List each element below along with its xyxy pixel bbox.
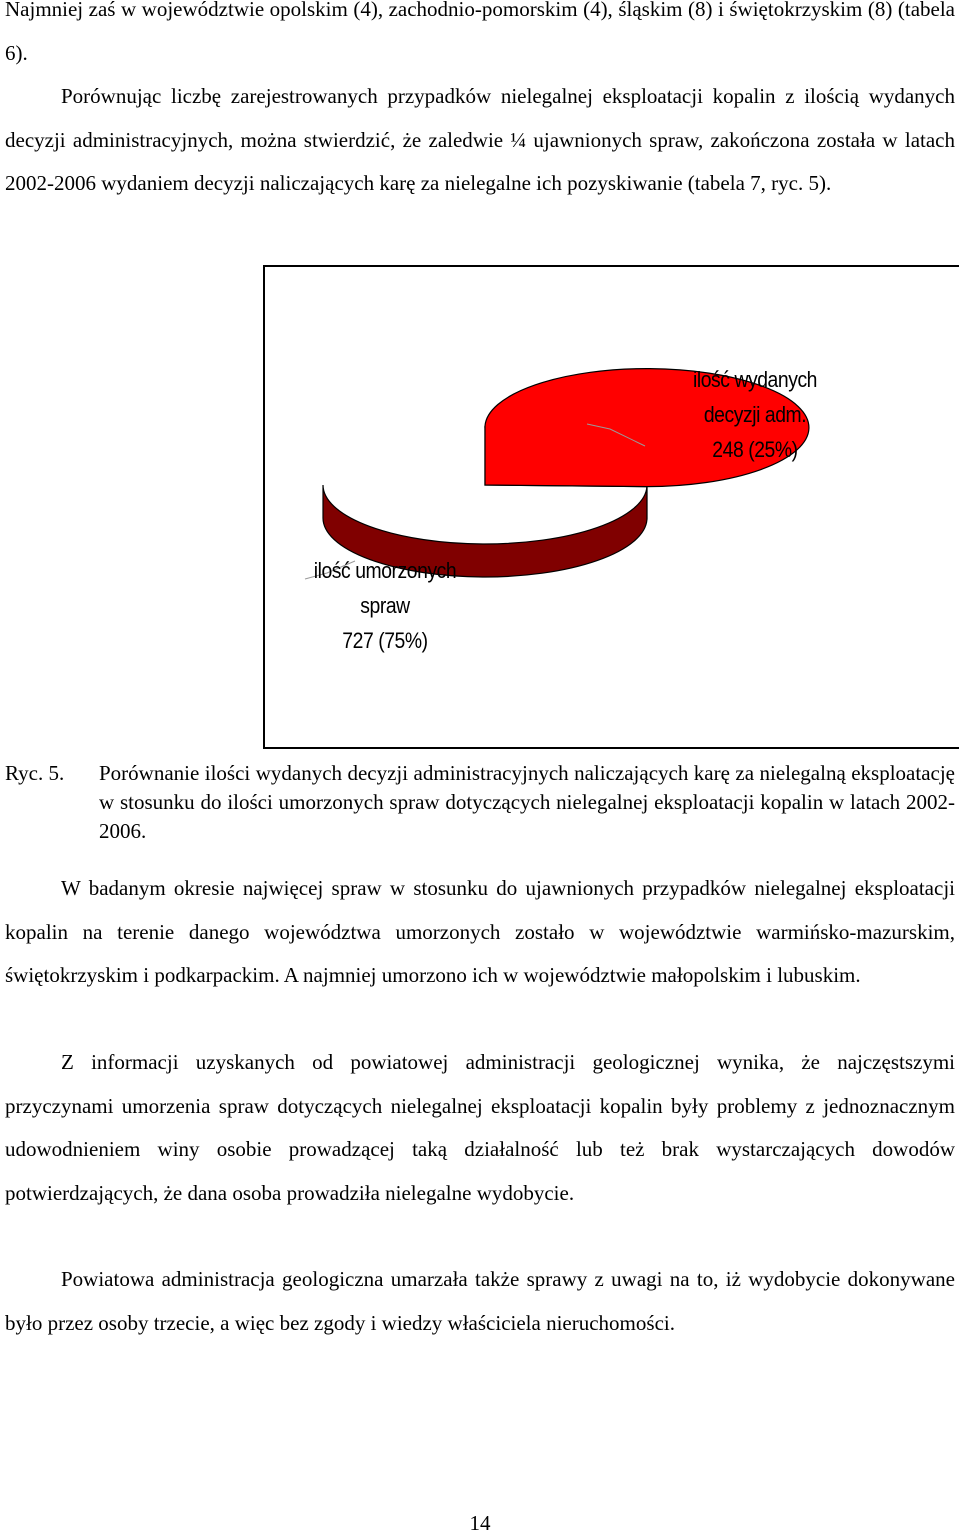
slice-label-dismissed [105, 553, 665, 658]
pie-chart-frame [263, 265, 959, 749]
caption-text: Porównanie ilości wydanych decyzji administracyjnych naliczających karę za nielegalną eksploatację w stosunku do ilości umorzonych spraw dotyczących nielegalnej eksploatacji kopalin w latach 2002-2006. [99, 761, 955, 843]
paragraph-most-dismissed: W badanym okresie najwięcej spraw w stosunku do ujawnionych przypadków nielegalnej eksploatacji kopalin na terenie danego województwa umorzonych zostało w województwie warmińsko-mazurskim, świętokrzyskim i podkarpackim. A najmniej umorzono ich w województwie małopolskim i lubuskim. [5, 876, 955, 987]
figure-caption [5, 759, 955, 846]
slice-label-line: ilość wydanych [692, 367, 818, 392]
paragraph-intro: Najmniej zaś w województwie opolskim (4), zachodnio-pomorskim (4), śląskim (8) i świętokrzyskim (8) (tabela 6). [5, 0, 955, 65]
slice-label-line: 727 (75%) [342, 628, 428, 653]
slice-label-line: spraw [360, 593, 410, 618]
slice-label-line: ilość umorzonych [313, 558, 457, 583]
paragraph-comparison: Porównując liczbę zarejestrowanych przypadków nielegalnej eksploatacji kopalin z ilością wydanych decyzji administracyjnych, można stwierdzić, że zaledwie ¼ ujawnionych spraw, zakończona została w latach 2002-2006 wydaniem decyzji naliczających karę za nielegalne ich pozyskiwanie (tabela 7, ryc. 5). [5, 84, 955, 195]
pie-chart [265, 267, 960, 751]
caption-label: Ryc. 5. [5, 761, 65, 785]
slice-label-line: 248 (25%) [712, 437, 798, 462]
paragraph-reasons: Z informacji uzyskanych od powiatowej administracji geologicznej wynika, że najczęstszymi przyczynami umorzenia spraw dotyczących nielegalnej eksploatacji kopalin były problemy z jednoznacznym udowodnieniem winy osobie prowadzącej taką działalność lub też brak wystarczających dowodów potwierdzających, że dana osoba prowadziła nielegalne wydobycie. [5, 1050, 955, 1205]
page-number: 14 [469, 1511, 491, 1535]
slice-label-line: decyzji adm. [703, 402, 807, 427]
slice-label-decisions [658, 362, 852, 467]
paragraph-third-parties: Powiatowa administracja geologiczna umarzała także sprawy z uwagi na to, iż wydobycie dokonywane było przez osoby trzecie, a więc bez zgody i wiedzy właściciela nieruchomości. [5, 1267, 955, 1335]
